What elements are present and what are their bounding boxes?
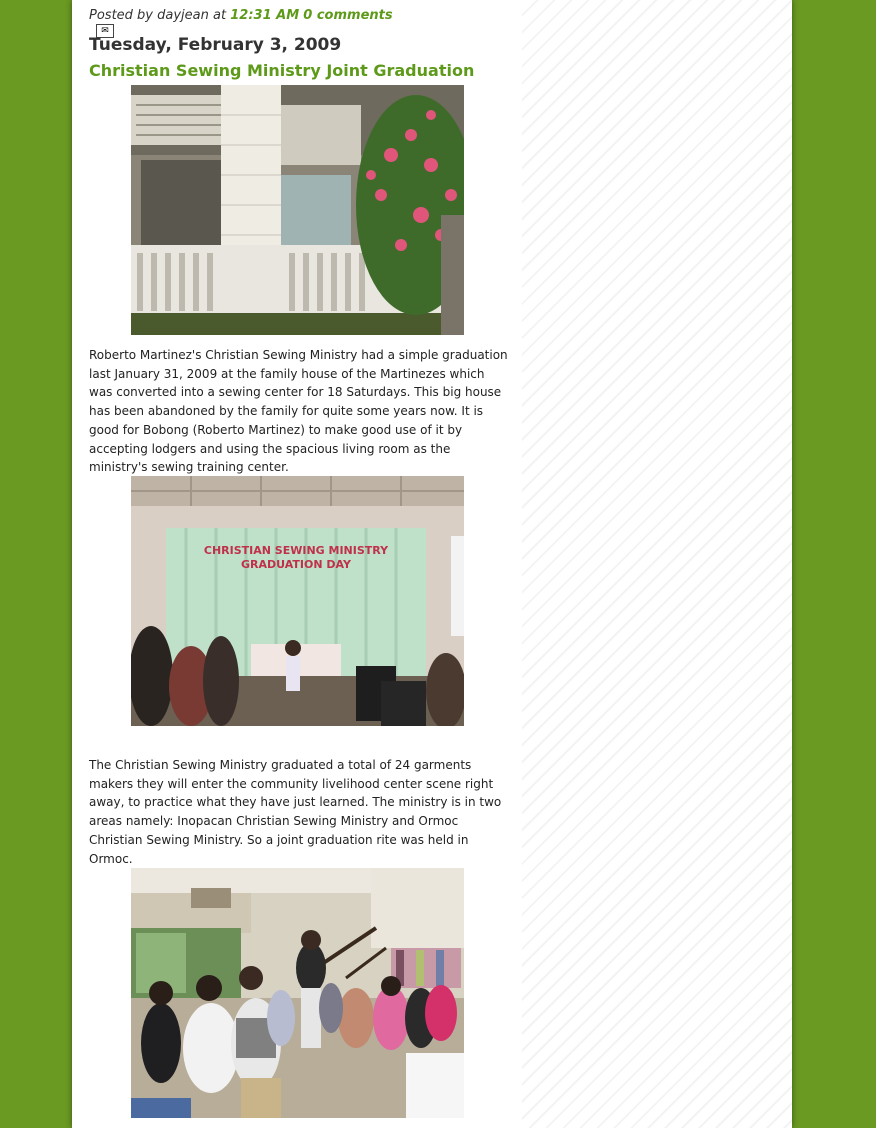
photo-graduation-stage[interactable]: [131, 476, 464, 726]
posted-by-label: Posted by: [89, 8, 153, 23]
post-title[interactable]: Christian Sewing Ministry Joint Graduation: [89, 61, 475, 80]
post-paragraph-2: The Christian Sewing Ministry graduated a total of 24 garments makers they will enter the community livelihood center scene right away, to practice what they have just learned. The ministry is in two areas namely: Inopacan Christian Sewing Ministry and Ormoc Christian Sewing Ministry. So a joint graduation rite was held in Ormoc.: [89, 758, 502, 866]
date-header: Tuesday, February 3, 2009: [89, 35, 342, 55]
post-timestamp-link[interactable]: 12:31 AM: [230, 8, 300, 23]
at-label: at: [213, 8, 227, 23]
blog-page: [72, 0, 792, 1128]
sidebar: [522, 0, 792, 1128]
banner-line-2: GRADUATION DAY: [241, 558, 351, 571]
email-post-icon[interactable]: ✉: [96, 24, 114, 38]
page-bottom-border: [0, 1128, 876, 1133]
post-author[interactable]: dayjean: [157, 8, 209, 23]
photo-house-porch[interactable]: [131, 85, 464, 335]
post-footer: [89, 8, 393, 23]
post-paragraph-1: Roberto Martinez's Christian Sewing Ministry had a simple graduation last January 31, 2009 at the family house of the Martinezes which was converted into a sewing center for 18 Saturdays. This big house has been abandoned by the family for quite some years now. It is good for Bobong (Roberto Martinez) to make good use of it by accepting lodgers and using the spacious living room as the ministry's sewing training center.: [89, 348, 508, 475]
banner-line-1: CHRISTIAN SEWING MINISTRY: [203, 544, 389, 557]
comments-link[interactable]: 0 comments: [303, 8, 393, 23]
photo-audience[interactable]: [131, 868, 464, 1118]
